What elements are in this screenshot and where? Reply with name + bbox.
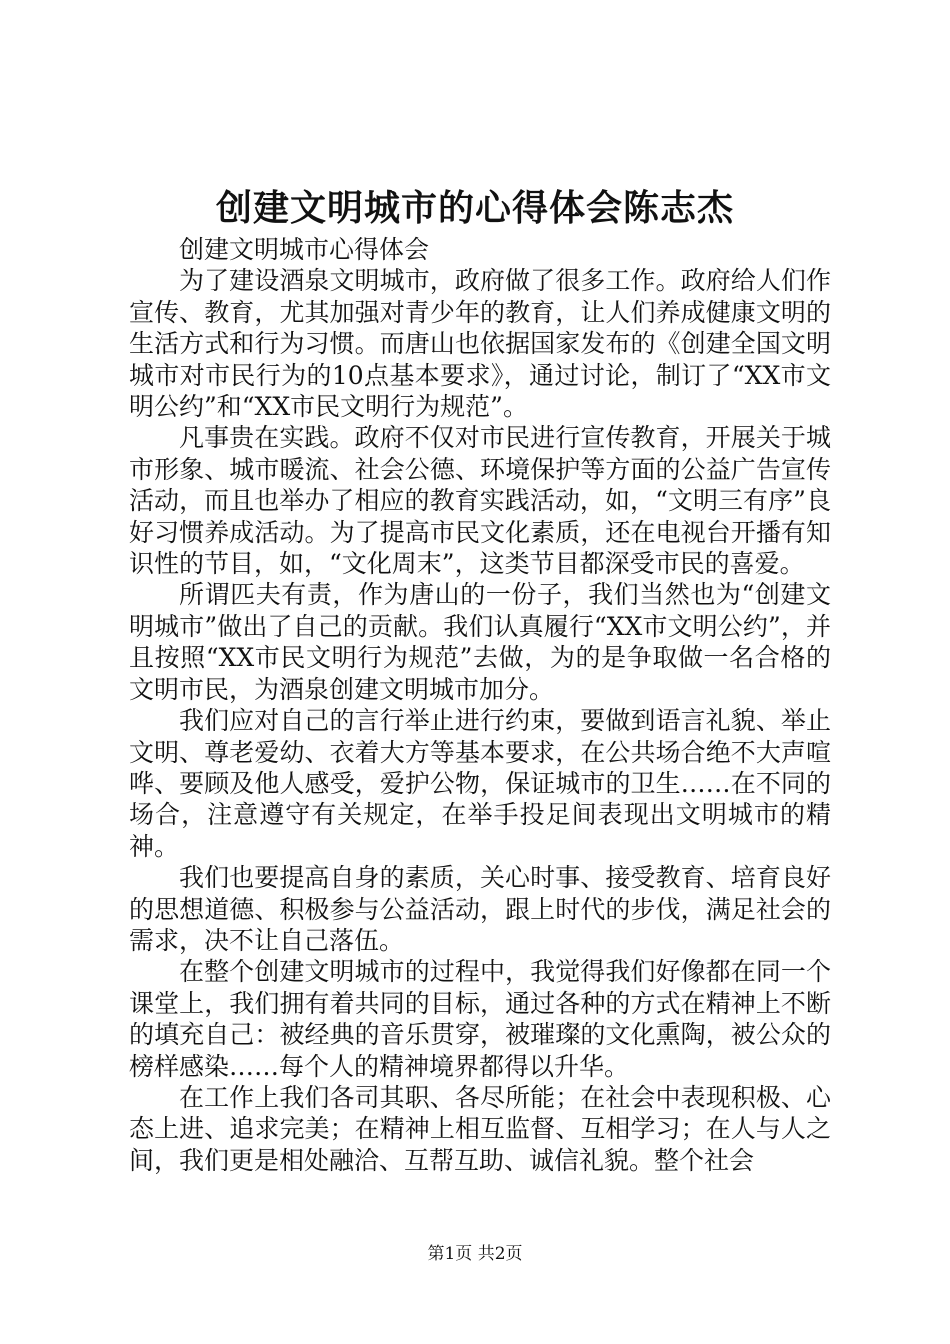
subtitle-paragraph: 创建文明城市心得体会	[179, 235, 430, 264]
paragraph-4: 我们应对自己的言行举止进行约束，要做到语言礼貌、举止文明、尊老爱幼、衣着大方等基本要求，在公共场合绝不大声喧哗、要顾及他人感受，爱护公物，保证城市的卫生……在不同的场合，注意遵守有关规定，在举手投足间表现出文明城市的精神。	[129, 706, 831, 861]
paragraph-7: 在工作上我们各司其职、各尽所能；在社会中表现积极、心态上进、追求完美；在精神上相互监督、互相学习；在人与人之间，我们更是相处融洽、互帮互助、诚信礼貌。整个社会	[129, 1082, 831, 1175]
paragraph-5: 我们也要提高自身的素质，关心时事、接受教育、培育良好的思想道德、积极参与公益活动，跟上时代的步伐，满足社会的需求，决不让自己落伍。	[129, 863, 831, 955]
paragraph-6: 在整个创建文明城市的过程中，我觉得我们好像都在同一个课堂上，我们拥有着共同的目标，通过各种的方式在精神上不断的填充自己：被经典的音乐贯穿，被璀璨的文化熏陶，被公众的榜样感染……每个人的精神境界都得以升华。	[129, 957, 831, 1081]
paragraph-3: 所谓匹夫有责，作为唐山的一份子，我们当然也为“创建文明城市”做出了自己的贡献。我们认真履行“XX市文明公约”，并且按照“XX市民文明行为规范”去做，为的是争取做一名合格的文明市民，为酒泉创建文明城市加分。	[129, 580, 831, 704]
page-footer: 第1页 共2页	[427, 1244, 523, 1264]
paragraph-2: 凡事贵在实践。政府不仅对市民进行宣传教育，开展关于城市形象、城市暖流、社会公德、环境保护等方面的公益广告宣传活动，而且也举办了相应的教育实践活动，如，“文明三有序”良好习惯养成活动。为了提高市民文化素质，还在电视台开播有知识性的节目，如，“文化周末”，这类节目都深受市民的喜爱。	[129, 423, 831, 579]
document-body	[129, 234, 831, 1176]
document-title: 创建文明城市的心得体会陈志杰	[215, 187, 734, 229]
paragraph-1: 为了建设酒泉文明城市，政府做了很多工作。政府给人们作宣传、教育，尤其加强对青少年的教育，让人们养成健康文明的生活方式和行为习惯。而唐山也依据国家发布的《创建全国文明城市对市民行为的10点基本要求》，通过讨论，制订了“XX市文明公约”和“XX市民文明行为规范”。	[129, 266, 831, 422]
